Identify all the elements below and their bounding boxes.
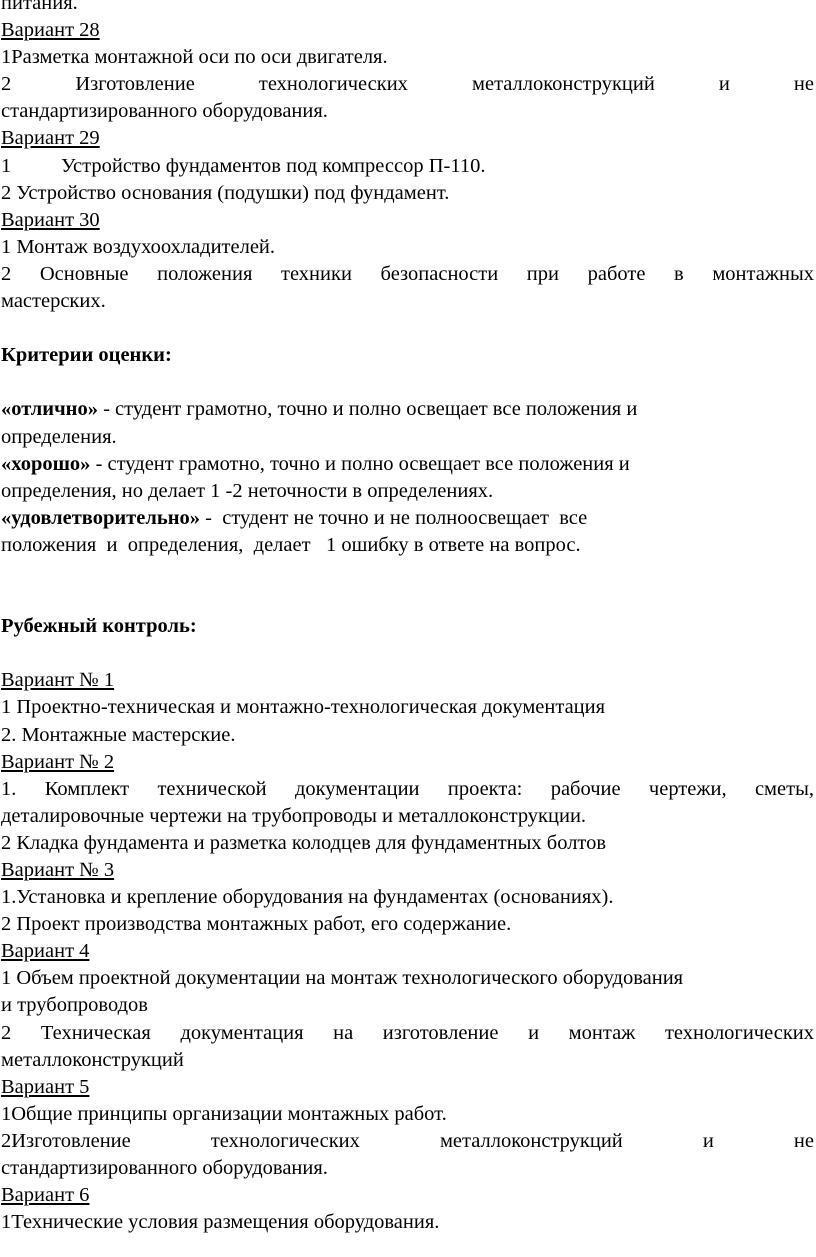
milestone-variant-2-item-1-line-1: 1. Комплект технической документации проекта: рабочие чертежи, сметы,	[1, 777, 814, 800]
document-page	[1, 0, 814, 1236]
criteria-satisfactory-term: «удовлетворительно»	[1, 506, 201, 529]
milestone-variant-2-label: Вариант № 2	[1, 750, 115, 773]
milestone-variant-3-label: Вариант № 3	[1, 859, 115, 881]
milestone-variant-4-label: Вариант 4	[1, 940, 90, 963]
criteria-good-term: «хорошо»	[1, 452, 91, 475]
milestone-variant-1-item-2: 2. Монтажные мастерские.	[1, 723, 236, 746]
criteria-satisfactory-text: - студент не точно и не полноосвещает все	[200, 506, 588, 529]
criteria-excellent-line-2: определения.	[1, 425, 117, 448]
criteria-excellent-term: «отлично»	[1, 398, 98, 421]
milestone-variant-5-label: Вариант 5	[1, 1075, 90, 1098]
milestone-variant-1-label: Вариант № 1	[1, 669, 115, 692]
criteria-good	[1, 451, 814, 478]
milestone-variant-3-item-2: 2 Проект производства монтажных работ, его содержание.	[1, 913, 512, 936]
milestone-variant-2-item-1-line-2: деталировочные чертежи на трубопроводы и металлоконструкции.	[1, 804, 587, 827]
milestone-variant-4-item-1-line-2: и трубопроводов	[1, 994, 148, 1017]
milestone-variant-2-item-2: 2 Кладка фундамента и разметка колодцев для фундаментных болтов	[1, 831, 607, 854]
variant-29-label: Вариант 29	[1, 127, 100, 150]
variant-28-label: Вариант 28	[1, 19, 100, 42]
milestone-variant-4-item-1-line-1: 1 Объем проектной документации на монтаж технологического оборудования	[1, 967, 684, 990]
milestone-variant-5-item-2-line-2: стандартизированного оборудования.	[1, 1157, 328, 1180]
variant-30-item-2-line-2: мастерских.	[1, 290, 106, 313]
milestone-variant-4-item-2-line-2: металлоконструкций	[1, 1048, 184, 1071]
milestone-variant-5-item-2-line-1: 2Изготовление технологических металлоконструкций и не	[1, 1129, 814, 1152]
variant-29-item-1-text: Устройство фундаментов под компрессор П-110.	[61, 154, 486, 177]
spacer	[1, 640, 814, 667]
criteria-satisfactory-line-2: положения и определения, делает 1 ошибку в ответе на вопрос.	[1, 533, 581, 556]
criteria-satisfactory	[1, 505, 814, 532]
spacer	[1, 586, 814, 613]
variant-30-item-1: 1 Монтаж воздухоохладителей.	[1, 235, 276, 258]
milestone-variant-6-label: Вариант 6	[1, 1184, 90, 1207]
variant-29-item-2: 2 Устройство основания (подушки) под фундамент.	[1, 181, 450, 204]
milestone-variant-3-item-1: 1.Установка и крепление оборудования на фундаментах (основаниях).	[1, 886, 614, 909]
spacer	[1, 315, 814, 342]
milestone-variant-5-item-1: 1Общие принципы организации монтажных работ.	[1, 1102, 447, 1125]
top-fragment: питания.	[1, 0, 78, 14]
criteria-good-text: - студент грамотно, точно и полно освещает все положения и	[90, 452, 630, 475]
milestone-heading: Рубежный контроль:	[1, 615, 197, 638]
criteria-heading: Критерии оценки:	[1, 344, 172, 367]
spacer	[1, 369, 814, 396]
variant-29-item-1-number: 1	[1, 154, 12, 177]
milestone-variant-4-item-2-line-1: 2 Техническая документация на изготовление и монтаж технологических	[1, 1021, 814, 1044]
criteria-good-line-2: определения, но делает 1 -2 неточности в определениях.	[1, 479, 494, 502]
variant-30-item-2-line-1: 2 Основные положения техники безопасности при работе в монтажных	[1, 262, 814, 285]
milestone-variant-6-item-1: 1Технические условия размещения оборудования.	[1, 1211, 440, 1234]
criteria-excellent-text: - студент грамотно, точно и полно освещает все положения и	[97, 398, 638, 421]
variant-28-item-2-line-2: стандартизированного оборудования.	[1, 100, 328, 123]
criteria-excellent	[1, 396, 814, 423]
variant-28-item-2-line-1: 2 Изготовление технологических металлоконструкций и не	[1, 73, 814, 96]
variant-28-item-1: 1Разметка монтажной оси по оси двигателя.	[1, 46, 388, 69]
variant-29-item-1	[1, 153, 814, 180]
variant-30-label: Вариант 30	[1, 208, 100, 231]
spacer	[1, 559, 814, 586]
milestone-variant-1-item-1: 1 Проектно-техническая и монтажно-технологическая документация	[1, 696, 606, 719]
